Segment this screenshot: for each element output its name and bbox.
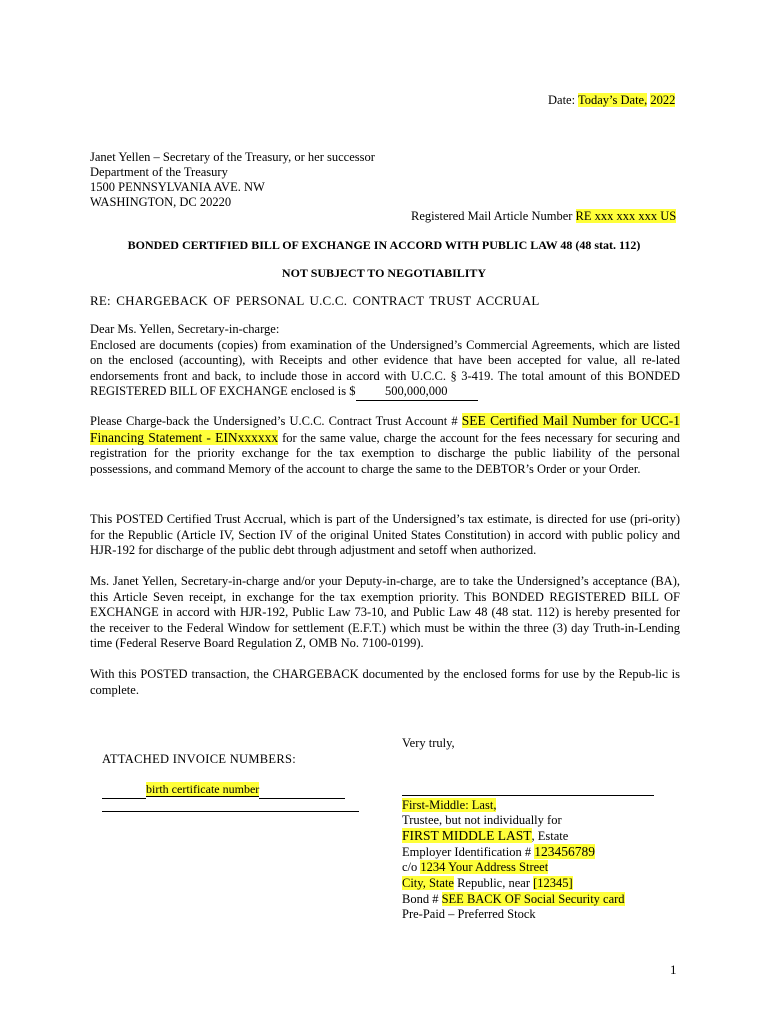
ein-label: Employer Identification # [402, 845, 535, 859]
prepaid-line: Pre-Paid – Preferred Stock [402, 907, 536, 921]
paragraph-chargeback-text [90, 413, 680, 477]
paragraph-chargeback [90, 413, 680, 477]
registered-mail-number: RE xxx xxx xxx US [575, 209, 677, 223]
total-amount [356, 384, 448, 401]
total-amount-value: 500,000,000 [385, 384, 448, 399]
signatory-name: First-Middle: Last, [402, 798, 497, 812]
trustee-line: Trustee, but not individually for [402, 813, 562, 827]
bond-label: Bond # [402, 892, 442, 906]
invoice-blank-line [102, 811, 359, 812]
ein-value: 123456789 [534, 844, 596, 859]
paragraph-complete: With this POSTED transaction, the CHARGEBACK documented by the enclosed forms for use by the Repub-lic is complete. [90, 667, 680, 697]
signature-line [402, 795, 654, 796]
registered-mail-line [411, 209, 676, 225]
date-value: Today’s Date [577, 93, 645, 107]
city-line [402, 876, 573, 892]
document-subtitle: NOT SUBJECT TO NEGOTIABILITY [281, 266, 487, 280]
closing: Very truly, [402, 736, 455, 750]
salutation: Dear Ms. Yellen, Secretary-in-charge: [90, 322, 280, 336]
page-number: 1 [670, 962, 677, 977]
date-year: 2022 [650, 93, 676, 107]
paragraph-enclosed [90, 338, 680, 401]
care-of-label: c/o [402, 860, 421, 874]
paragraph-chargeback-before: Please Charge-back the Undersigned’s U.C.C. Contract Trust Account # [90, 414, 462, 428]
estate-suffix: , Estate [531, 829, 569, 843]
addressee-line-3: 1500 PENNSYLVANIA AVE. NW [90, 180, 265, 194]
invoice-label: ATTACHED INVOICE NUMBERS: [102, 752, 296, 766]
bond-line [402, 892, 625, 908]
zip-code: [12345] [533, 876, 573, 890]
ein-line [402, 844, 595, 861]
estate-line [402, 828, 568, 845]
city-state: City, State [402, 876, 454, 890]
addressee-line-1: Janet Yellen – Secretary of the Treasury, or her successor [90, 150, 375, 164]
address-line [402, 860, 548, 876]
letter-body-intro [90, 322, 680, 401]
republic-near: Republic, near [453, 876, 534, 890]
registered-mail-label: Registered Mail Article Number [411, 209, 573, 223]
signature-name [402, 798, 496, 814]
date-line [548, 93, 675, 109]
paragraph-posted-accrual: This POSTED Certified Trust Accrual, which is part of the Undersigned’s tax estimate, is directed for use (pri-ority) for the Republic (Article IV, Section IV of the original United States Constitution) in accord with public policy and HJR-192 for discharge of the public debt through adjustment and setoff when authorized. [90, 512, 680, 558]
street-address: 1234 Your Address Street [420, 860, 549, 874]
addressee-line-2: Department of the Treasury [90, 165, 228, 179]
paragraph-enclosed-text: Enclosed are documents (copies) from examination of the Undersigned’s Commercial Agreements, which are listed on the enclosed (accounting), with Receipts and other evidence that have been accepted for value, all re-lated endorsements front and back, to include those in accord with U.C.C. § 3-419. The total amount of this BONDED REGISTERED BILL OF EXCHANGE enclosed is $ [90, 337, 680, 399]
invoice-blank-right [259, 782, 345, 799]
date-separator: , [644, 93, 648, 107]
date-label: Date: [548, 93, 576, 107]
document-title: BONDED CERTIFIED BILL OF EXCHANGE IN ACCORD WITH PUBLIC LAW 48 (48 stat. 112) [127, 238, 641, 252]
paragraph-chargeback-after: for the same value, charge the account for the fees necessary for securing and registration for the priority exchange for the tax exemption to discharge the public liability of the personal possessions, and command Memory of the account to charge the same to the DEBTOR’s Order or your Order. [90, 430, 681, 476]
trust-account-number: SEE Certified Mail Number for UCC-1 Financing Statement - EINxxxxxx [90, 413, 680, 445]
amount-trailing-line [448, 384, 478, 401]
re-line: RE: CHARGEBACK OF PERSONAL U.C.C. CONTRACT TRUST ACCRUAL [90, 293, 540, 308]
invoice-item: birth certificate number [146, 782, 260, 796]
invoice-blank-left [102, 782, 146, 799]
invoice-item-line [102, 782, 345, 799]
estate-name: FIRST MIDDLE LAST [402, 828, 532, 843]
bond-value: SEE BACK OF Social Security card [441, 892, 625, 906]
addressee-line-4: WASHINGTON, DC 20220 [90, 195, 232, 209]
paragraph-acceptance: Ms. Janet Yellen, Secretary-in-charge and/or your Deputy-in-charge, are to take the Undersigned’s acceptance (BA), this Article Seven receipt, in exchange for the tax exemption priority. This BONDED REGISTERED BILL OF EXCHANGE in accord with HJR-192, Public Law 73-10, and Public Law 48 (48 stat. 112) is hereby presented for the receiver to the Federal Window for settlement (E.F.T.) which must be within the three (3) day Truth-in-Lending time (Federal Reserve Board Regulation Z, OMB No. 7100-0199). [90, 574, 680, 651]
